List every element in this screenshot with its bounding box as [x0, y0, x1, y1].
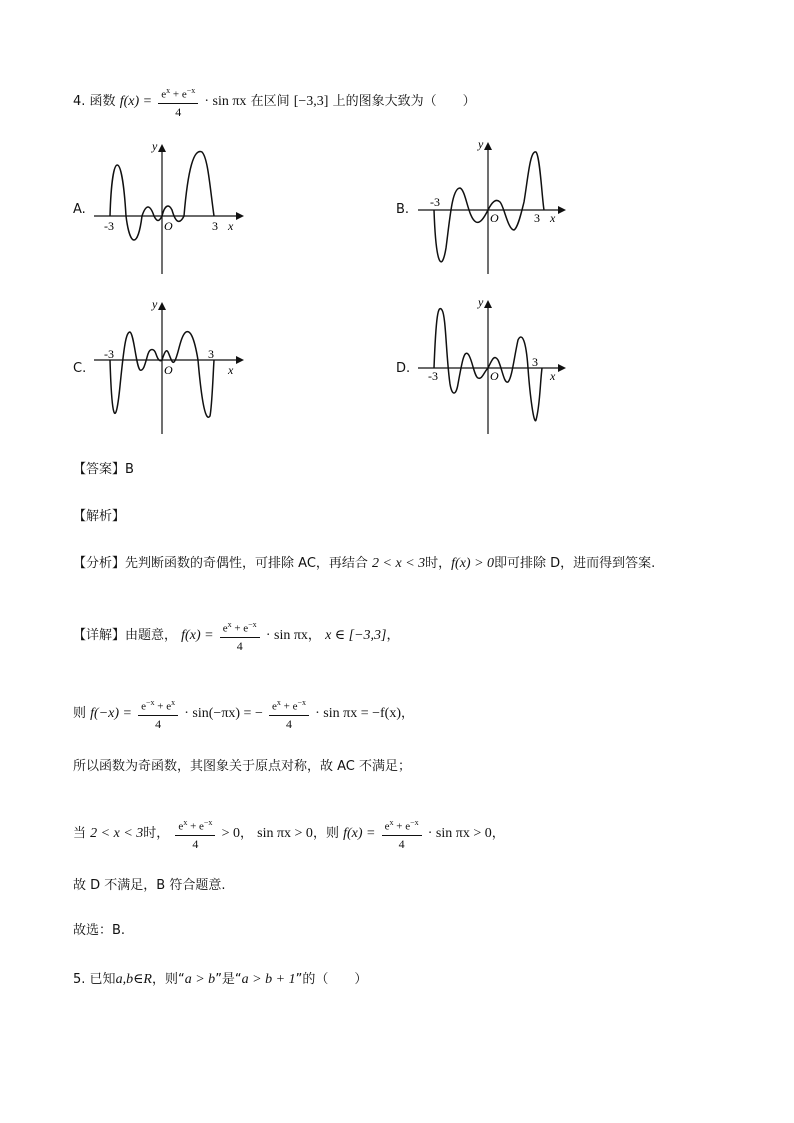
- separator: ，: [239, 825, 253, 841]
- left-tick-label: -3: [428, 369, 438, 383]
- y-axis-label: y: [478, 138, 484, 151]
- function-neg: f(−x) =: [90, 705, 132, 721]
- right-tick-label: 3: [534, 211, 540, 225]
- function-name: f(x) =: [119, 93, 153, 109]
- option-b-graph: [412, 138, 572, 278]
- step-text: 则: [73, 705, 87, 721]
- domain: x ∈ [−3,3]: [325, 627, 387, 643]
- step-text: 时，: [143, 825, 170, 841]
- left-tick-label: -3: [104, 347, 114, 361]
- step-3: [73, 815, 505, 852]
- analysis-heading: [73, 507, 125, 527]
- fraction-denominator: 4: [192, 836, 199, 851]
- separator: ，: [401, 705, 415, 721]
- y-axis-arrow: [484, 300, 492, 308]
- sine-term: · sin πx: [204, 93, 247, 109]
- fraction-numerator: $e^x + e^{-x}$: [382, 815, 422, 836]
- question-5: [73, 970, 367, 990]
- fenxi-text-2: 时，: [425, 556, 452, 571]
- fraction-numerator: $e^x + e^{-x}$: [175, 815, 215, 836]
- x-axis-arrow: [558, 206, 566, 214]
- fenxi-line: [73, 554, 655, 574]
- fraction-denominator: 4: [236, 638, 243, 653]
- y-axis-arrow: [484, 142, 492, 150]
- y-axis-arrow: [158, 144, 166, 152]
- condition-1: a > b: [184, 972, 216, 987]
- question-text-prefix: 函数: [89, 93, 116, 109]
- y-axis-label: y: [152, 297, 158, 311]
- step-text: 故 D 不满足，B 符合题意.: [73, 878, 226, 893]
- question-4: [73, 83, 476, 120]
- fraction: [220, 617, 260, 654]
- option-a-label: A.: [73, 202, 86, 217]
- option-c-label: C.: [73, 361, 87, 376]
- fraction: [175, 815, 215, 852]
- question-text: 已知: [89, 972, 116, 987]
- fx-positive: f(x) > 0: [451, 556, 495, 571]
- fraction-numerator: $e^x + e^{-x}$: [220, 617, 260, 638]
- x-axis-arrow: [236, 212, 244, 220]
- fraction-numerator: $e^x + e^{-x}$: [269, 695, 309, 716]
- step-text: ，则: [312, 825, 339, 841]
- fraction-denominator: 4: [175, 104, 182, 119]
- step-text: 当: [73, 825, 87, 841]
- fraction-denominator: 4: [398, 836, 405, 851]
- fraction-denominator: 4: [155, 716, 162, 731]
- question-text-suffix: 上的图象大致为（ ）: [332, 93, 476, 109]
- interval: [−3,3]: [293, 93, 329, 109]
- fraction-numerator: $e^{-x} + e^x$: [138, 695, 178, 716]
- xiangjie-text: 由题意，: [125, 627, 178, 643]
- option-b-label: B.: [396, 202, 410, 217]
- right-tick-label: 3: [212, 219, 218, 233]
- curve-b: [434, 152, 544, 262]
- step-text: 所以函数为奇函数，其图象关于原点对称，故 AC 不满足；: [73, 759, 412, 774]
- origin-label: O: [164, 363, 173, 377]
- x-axis-label: x: [550, 211, 556, 225]
- fenxi-text-3: 即可排除 D，进而得到答案.: [494, 556, 656, 571]
- x-axis-label: x: [228, 363, 234, 377]
- x-axis-arrow: [558, 364, 566, 372]
- x-axis-label: x: [228, 219, 234, 233]
- left-tick-label: -3: [104, 219, 114, 233]
- left-tick-label: -3: [430, 195, 440, 209]
- question-number: 5.: [73, 972, 86, 987]
- positive-term: > 0: [221, 825, 240, 841]
- sine-term: · sin πx > 0: [427, 825, 492, 841]
- question-text: ，则“: [151, 972, 185, 987]
- xiangjie-line: [73, 617, 400, 654]
- condition-2: a > b + 1: [241, 972, 296, 987]
- option-c-graph: [90, 296, 250, 438]
- fraction-numerator: $e^x + e^{-x}$: [158, 83, 198, 104]
- analysis-tag: 【解析】: [73, 509, 126, 524]
- fraction: [382, 815, 422, 852]
- separator: ，: [491, 825, 505, 841]
- function-name: f(x) =: [343, 825, 376, 841]
- fraction: [158, 83, 198, 120]
- step-2: [73, 757, 411, 777]
- inequality: 2 < x < 3: [90, 825, 144, 841]
- sine-term: · sin(−πx) = −: [184, 705, 263, 721]
- sine-positive: sin πx > 0: [257, 825, 313, 841]
- fraction-denominator: 4: [286, 716, 292, 731]
- step-4: [73, 876, 225, 896]
- x-axis-label: x: [550, 369, 556, 383]
- option-d-label: D.: [396, 361, 411, 376]
- right-tick-label: 3: [532, 355, 538, 369]
- origin-label: O: [490, 211, 499, 225]
- question-text: ”是“: [215, 972, 242, 987]
- step-5: [73, 921, 125, 941]
- option-d-graph: [412, 296, 572, 438]
- origin-label: O: [164, 219, 173, 233]
- answer-line: [73, 460, 134, 480]
- y-axis-label: y: [478, 296, 484, 309]
- question-text-mid: 在区间: [250, 93, 290, 109]
- x-axis-arrow: [236, 356, 244, 364]
- fenxi-tag: 【分析】: [73, 556, 126, 571]
- fraction: [269, 695, 309, 732]
- fenxi-text-1: 先判断函数的奇偶性，可排除 AC，再结合: [125, 556, 368, 571]
- question-text: ”的（ ）: [295, 972, 368, 987]
- sine-term: · sin πx = −f(x): [315, 705, 401, 721]
- question-number: 4.: [73, 93, 86, 109]
- separator: ，: [386, 627, 400, 643]
- inequality: 2 < x < 3: [372, 556, 426, 571]
- y-axis-label: y: [152, 139, 158, 153]
- variables: a,b∈R: [115, 972, 152, 987]
- y-axis-arrow: [158, 302, 166, 310]
- separator: ，: [307, 627, 321, 643]
- answer-tag: 【答案】: [73, 462, 126, 477]
- fraction: [138, 695, 178, 732]
- sine-term: · sin πx: [265, 627, 308, 643]
- option-a-graph: [90, 138, 250, 278]
- function-name: f(x) =: [181, 627, 214, 643]
- step-text: 故选：B.: [73, 923, 126, 938]
- right-tick-label: 3: [208, 347, 214, 361]
- answer-value: B: [125, 462, 134, 477]
- xiangjie-tag: 【详解】: [73, 627, 126, 643]
- origin-label: O: [490, 369, 499, 383]
- step-1: [73, 695, 414, 732]
